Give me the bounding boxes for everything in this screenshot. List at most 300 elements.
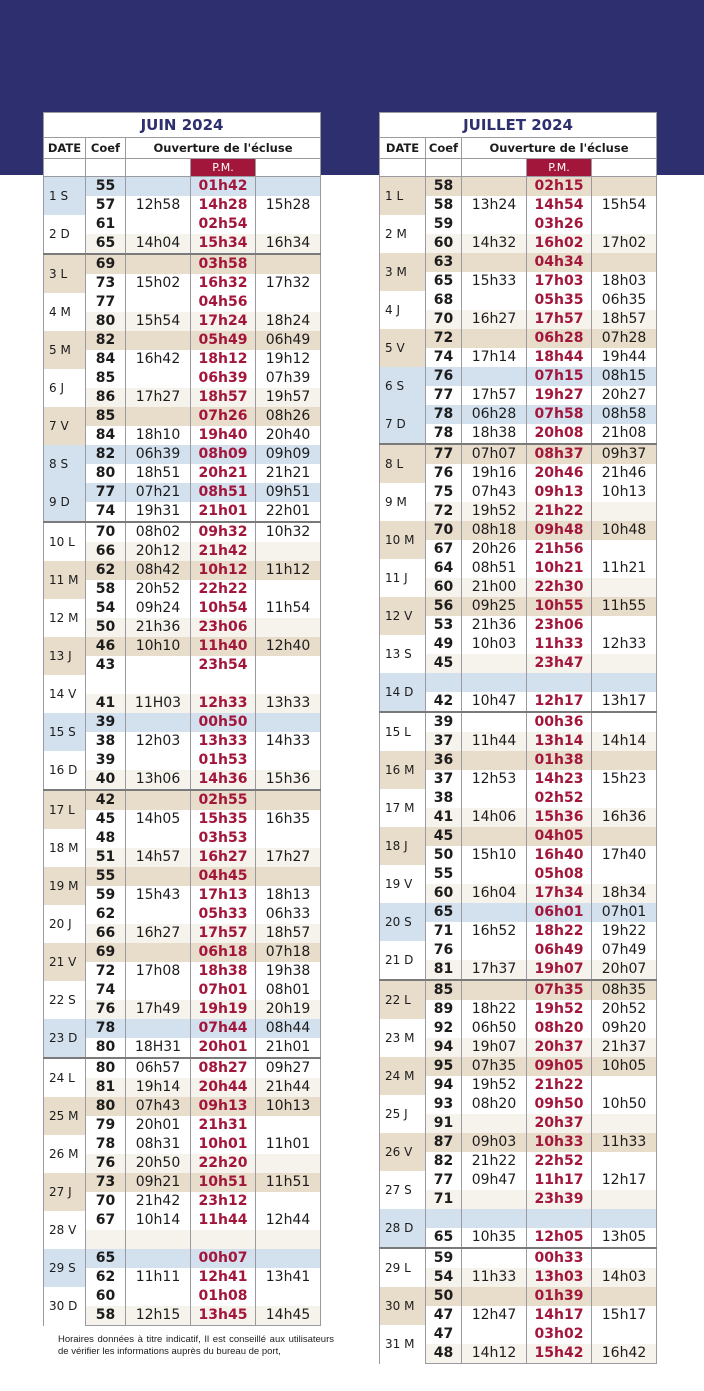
closing-time: 16h34 [256, 234, 321, 254]
coefficient [426, 673, 462, 692]
high-tide-time: 08h37 [527, 444, 592, 464]
coefficient: 65 [86, 234, 126, 254]
coefficient: 65 [426, 1228, 462, 1248]
morning-opening: 12h03 [126, 732, 191, 751]
day-label: 7 V [44, 407, 86, 445]
high-tide-time: 17h57 [527, 310, 592, 329]
closing-time: 07h28 [592, 329, 657, 348]
closing-time: 11h51 [256, 1173, 321, 1192]
day-row [44, 1078, 321, 1097]
coefficient: 80 [86, 1058, 126, 1078]
day-label: 26 M [44, 1135, 86, 1173]
high-tide-time: 03h02 [527, 1325, 592, 1344]
coefficient: 89 [426, 1000, 462, 1019]
high-tide-time: 02h52 [527, 789, 592, 808]
day-row [44, 215, 321, 234]
coefficient: 63 [426, 253, 462, 272]
coefficient: 91 [426, 1114, 462, 1133]
coefficient: 95 [426, 1057, 462, 1076]
high-tide-time: 21h01 [191, 502, 256, 522]
high-tide-time: 00h33 [527, 1248, 592, 1268]
coefficient: 93 [426, 1095, 462, 1114]
coefficient: 45 [426, 654, 462, 673]
day-row [44, 867, 321, 886]
day-row [380, 903, 657, 922]
closing-time: 10h05 [592, 1057, 657, 1076]
closing-time: 11h54 [256, 599, 321, 618]
morning-opening: 06h28 [462, 405, 527, 424]
day-row [44, 810, 321, 829]
morning-opening: 17h37 [462, 960, 527, 980]
closing-time: 14h14 [592, 732, 657, 751]
high-tide-time: 08h09 [191, 445, 256, 464]
high-tide-time: 13h45 [191, 1306, 256, 1326]
high-tide-time: 14h54 [527, 196, 592, 215]
high-tide-time: 07h35 [527, 980, 592, 1000]
closing-time: 11h55 [592, 597, 657, 616]
coefficient: 59 [426, 215, 462, 234]
coefficient: 80 [86, 1097, 126, 1116]
coefficient: 86 [86, 388, 126, 407]
high-tide-time: 01h39 [527, 1287, 592, 1306]
closing-time [256, 675, 321, 694]
coefficient: 80 [86, 312, 126, 331]
day-row [44, 599, 321, 618]
coefficient: 39 [86, 713, 126, 732]
high-tide-time: 07h01 [191, 981, 256, 1000]
morning-opening: 15h54 [126, 312, 191, 331]
morning-opening [462, 751, 527, 770]
closing-time: 06h33 [256, 905, 321, 924]
coefficient: 73 [86, 1173, 126, 1192]
morning-opening: 08h42 [126, 561, 191, 580]
day-row [380, 1171, 657, 1190]
morning-opening [462, 1287, 527, 1306]
high-tide-time: 21h56 [527, 540, 592, 559]
morning-opening: 17h27 [126, 388, 191, 407]
high-tide-time: 04h45 [191, 867, 256, 886]
closing-time: 14h33 [256, 732, 321, 751]
morning-opening [462, 941, 527, 960]
day-row [380, 483, 657, 502]
day-row [44, 1249, 321, 1268]
day-row [380, 980, 657, 1000]
high-tide-time: 06h49 [527, 941, 592, 960]
day-row [380, 635, 657, 654]
morning-opening: 12h47 [462, 1306, 527, 1325]
morning-opening: 18h51 [126, 464, 191, 483]
footnote: Horaires données à titre indicatif, Il est conseillé aux utilisateurs de vérifier les informations auprès du bureau de port, [58, 1334, 334, 1357]
morning-opening: 09h47 [462, 1171, 527, 1190]
high-tide-time: 11h33 [527, 635, 592, 654]
day-label: 1 L [380, 177, 426, 216]
closing-time [592, 1209, 657, 1228]
day-label: 14 V [44, 675, 86, 713]
morning-opening [462, 177, 527, 197]
morning-opening [126, 751, 191, 770]
closing-time [256, 177, 321, 197]
day-row [44, 561, 321, 580]
day-row [380, 941, 657, 960]
closing-time: 08h01 [256, 981, 321, 1000]
coefficient: 75 [426, 483, 462, 502]
coefficient: 94 [426, 1038, 462, 1057]
day-row [380, 253, 657, 272]
day-label: 17 M [380, 789, 426, 827]
closing-time: 11h12 [256, 561, 321, 580]
coefficient: 40 [86, 770, 126, 790]
closing-time [256, 751, 321, 770]
coefficient: 62 [86, 1268, 126, 1287]
high-tide-time: 18h57 [191, 388, 256, 407]
coefficient: 94 [426, 1076, 462, 1095]
coefficient: 67 [426, 540, 462, 559]
coefficient: 76 [86, 1154, 126, 1173]
coefficient: 77 [86, 483, 126, 502]
high-tide-time: 19h07 [527, 960, 592, 980]
morning-opening: 12h15 [126, 1306, 191, 1326]
day-label: 28 V [44, 1211, 86, 1249]
coef-header: Coef [86, 138, 126, 159]
morning-opening: 09h21 [126, 1173, 191, 1192]
high-tide-time [191, 675, 256, 694]
morning-opening: 11h11 [126, 1268, 191, 1287]
morning-opening: 18H31 [126, 1038, 191, 1058]
morning-opening: 15h43 [126, 886, 191, 905]
morning-opening: 08h31 [126, 1135, 191, 1154]
day-label: 19 V [380, 865, 426, 903]
morning-opening: 13h24 [462, 196, 527, 215]
high-tide-time: 20h37 [527, 1114, 592, 1133]
closing-time [592, 1248, 657, 1268]
coefficient: 76 [426, 367, 462, 386]
high-tide-time: 07h58 [527, 405, 592, 424]
coefficient: 48 [426, 1344, 462, 1364]
morning-opening [126, 1287, 191, 1306]
closing-time: 20h40 [256, 426, 321, 445]
morning-opening: 07h43 [462, 483, 527, 502]
closing-time: 07h49 [592, 941, 657, 960]
day-row [44, 1019, 321, 1038]
high-tide-time: 00h07 [191, 1249, 256, 1268]
day-label: 17 L [44, 790, 86, 829]
day-label: 4 J [380, 291, 426, 329]
high-tide-time: 08h27 [191, 1058, 256, 1078]
coefficient: 49 [426, 635, 462, 654]
coefficient: 48 [86, 829, 126, 848]
high-tide-time: 15h35 [191, 810, 256, 829]
closing-time: 08h58 [592, 405, 657, 424]
pm-label: P.M. [527, 159, 592, 177]
coefficient: 58 [86, 580, 126, 599]
coefficient: 92 [426, 1019, 462, 1038]
day-row [44, 1211, 321, 1230]
high-tide-time: 01h08 [191, 1287, 256, 1306]
high-tide-time: 16h40 [527, 846, 592, 865]
morning-opening: 07h43 [126, 1097, 191, 1116]
closing-time [592, 673, 657, 692]
high-tide-time: 19h27 [527, 386, 592, 405]
high-tide-time: 06h18 [191, 943, 256, 962]
high-tide-time: 15h34 [191, 234, 256, 254]
closing-time [592, 789, 657, 808]
morning-opening [126, 215, 191, 234]
day-row [380, 1133, 657, 1152]
high-tide-time: 19h40 [191, 426, 256, 445]
closing-time [256, 867, 321, 886]
day-row [380, 1287, 657, 1306]
coefficient: 58 [426, 177, 462, 197]
day-row [44, 1116, 321, 1135]
day-row [44, 177, 321, 197]
coefficient: 77 [86, 293, 126, 312]
day-row [44, 331, 321, 350]
opening-header: Ouverture de l'écluse [462, 138, 657, 159]
high-tide-time: 03h58 [191, 254, 256, 274]
closing-time: 06h35 [592, 291, 657, 310]
day-label: 22 S [44, 981, 86, 1019]
day-row [44, 1230, 321, 1249]
day-label: 15 S [44, 713, 86, 751]
coefficient: 72 [426, 502, 462, 521]
high-tide-time: 05h49 [191, 331, 256, 350]
high-tide-time: 10h01 [191, 1135, 256, 1154]
coef-header: Coef [426, 138, 462, 159]
closing-time: 13h17 [592, 692, 657, 712]
closing-time: 15h23 [592, 770, 657, 789]
morning-opening: 19h07 [462, 1038, 527, 1057]
morning-opening [462, 712, 527, 732]
day-row [380, 827, 657, 846]
morning-opening: 11h33 [462, 1268, 527, 1287]
morning-opening [462, 980, 527, 1000]
coefficient: 70 [426, 310, 462, 329]
morning-opening: 08h18 [462, 521, 527, 540]
closing-time: 12h17 [592, 1171, 657, 1190]
morning-opening [126, 981, 191, 1000]
day-row [44, 369, 321, 388]
morning-opening [126, 905, 191, 924]
morning-opening [126, 829, 191, 848]
morning-opening: 06h39 [126, 445, 191, 464]
morning-opening: 15h02 [126, 274, 191, 293]
high-tide-time: 08h20 [527, 1019, 592, 1038]
day-row [44, 790, 321, 810]
closing-time [592, 502, 657, 521]
opening-header: Ouverture de l'écluse [126, 138, 321, 159]
coefficient: 45 [86, 810, 126, 829]
morning-opening: 16h27 [126, 924, 191, 943]
high-tide-time: 20h21 [191, 464, 256, 483]
high-tide-time: 13h03 [527, 1268, 592, 1287]
month-title: JUILLET 2024 [380, 113, 657, 138]
coefficient: 65 [86, 1249, 126, 1268]
day-row [44, 1038, 321, 1058]
morning-opening: 14h12 [462, 1344, 527, 1364]
high-tide-time: 11h44 [191, 1211, 256, 1230]
coefficient: 68 [426, 291, 462, 310]
high-tide-time: 21h42 [191, 542, 256, 561]
morning-opening: 20h52 [126, 580, 191, 599]
day-label: 8 L [380, 444, 426, 483]
coefficient: 84 [86, 350, 126, 369]
coefficient: 38 [426, 789, 462, 808]
closing-time [256, 656, 321, 675]
high-tide-time: 17h57 [191, 924, 256, 943]
high-tide-time: 20h44 [191, 1078, 256, 1097]
morning-opening [126, 1249, 191, 1268]
morning-opening [462, 827, 527, 846]
day-row [44, 848, 321, 867]
morning-opening: 17h49 [126, 1000, 191, 1019]
coefficient: 41 [86, 694, 126, 713]
day-label: 23 D [44, 1019, 86, 1058]
day-row [44, 1058, 321, 1078]
morning-opening: 17h57 [462, 386, 527, 405]
closing-time: 13h33 [256, 694, 321, 713]
morning-opening: 09h25 [462, 597, 527, 616]
high-tide-time: 16h02 [527, 234, 592, 253]
coefficient: 50 [426, 846, 462, 865]
high-tide-time: 09h50 [527, 1095, 592, 1114]
closing-time [256, 542, 321, 561]
day-row [44, 656, 321, 675]
high-tide-time: 12h17 [527, 692, 592, 712]
closing-time [256, 1230, 321, 1249]
high-tide-time: 09h13 [191, 1097, 256, 1116]
high-tide-time: 09h13 [527, 483, 592, 502]
coefficient: 84 [86, 426, 126, 445]
coefficient: 43 [86, 656, 126, 675]
closing-time: 15h28 [256, 196, 321, 215]
day-label: 10 L [44, 522, 86, 561]
day-label: 11 J [380, 559, 426, 597]
morning-opening: 09h03 [462, 1133, 527, 1152]
closing-time: 17h40 [592, 846, 657, 865]
coefficient: 39 [426, 712, 462, 732]
day-label: 18 M [44, 829, 86, 867]
day-row [380, 1209, 657, 1228]
morning-opening: 19h16 [462, 464, 527, 483]
day-label: 20 J [44, 905, 86, 943]
day-row [44, 1135, 321, 1154]
high-tide-time: 23h39 [527, 1190, 592, 1209]
coefficient: 42 [86, 790, 126, 810]
day-label: 7 D [380, 405, 426, 444]
morning-opening: 12h58 [126, 196, 191, 215]
month-table-juillet [379, 112, 657, 1364]
high-tide-time: 09h05 [527, 1057, 592, 1076]
closing-time: 16h35 [256, 810, 321, 829]
closing-time: 09h37 [592, 444, 657, 464]
day-row [44, 886, 321, 905]
day-row [44, 618, 321, 637]
morning-opening: 15h10 [462, 846, 527, 865]
closing-time [256, 1287, 321, 1306]
coefficient: 55 [426, 865, 462, 884]
day-row [380, 597, 657, 616]
morning-opening: 19h14 [126, 1078, 191, 1097]
closing-time [592, 253, 657, 272]
morning-opening: 16h52 [462, 922, 527, 941]
morning-opening [126, 1019, 191, 1038]
closing-time: 20h52 [592, 1000, 657, 1019]
coefficient: 39 [86, 751, 126, 770]
day-label: 31 M [380, 1325, 426, 1364]
day-row [44, 254, 321, 274]
high-tide-time: 07h44 [191, 1019, 256, 1038]
closing-time [592, 1114, 657, 1133]
morning-opening: 18h10 [126, 426, 191, 445]
coefficient: 80 [86, 1038, 126, 1058]
closing-time: 11h33 [592, 1133, 657, 1152]
coefficient: 69 [86, 943, 126, 962]
high-tide-time: 10h51 [191, 1173, 256, 1192]
morning-opening: 07h21 [126, 483, 191, 502]
coefficient: 37 [426, 770, 462, 789]
day-label: 5 M [44, 331, 86, 369]
coefficient: 47 [426, 1306, 462, 1325]
coefficient: 85 [86, 369, 126, 388]
closing-time: 10h50 [592, 1095, 657, 1114]
coefficient: 36 [426, 751, 462, 770]
day-label: 6 J [44, 369, 86, 407]
high-tide-time: 01h42 [191, 177, 256, 197]
day-row [380, 1019, 657, 1038]
morning-opening [462, 215, 527, 234]
high-tide-time: 20h46 [527, 464, 592, 483]
high-tide-time: 01h38 [527, 751, 592, 770]
closing-time [592, 827, 657, 846]
day-label: 13 J [44, 637, 86, 675]
morning-opening: 18h38 [462, 424, 527, 444]
day-label: 6 S [380, 367, 426, 405]
morning-opening: 12h53 [462, 770, 527, 789]
closing-time [256, 1116, 321, 1135]
coefficient: 56 [426, 597, 462, 616]
closing-time [256, 293, 321, 312]
high-tide-time: 02h15 [527, 177, 592, 197]
day-label: 29 S [44, 1249, 86, 1287]
day-row [380, 789, 657, 808]
high-tide-time: 22h22 [191, 580, 256, 599]
high-tide-time: 19h52 [527, 1000, 592, 1019]
day-label: 9 D [44, 483, 86, 522]
pm-label: P.M. [191, 159, 256, 177]
closing-time: 09h20 [592, 1019, 657, 1038]
day-row [44, 1268, 321, 1287]
closing-time: 09h27 [256, 1058, 321, 1078]
coefficient: 58 [86, 1306, 126, 1326]
day-row [44, 1287, 321, 1306]
day-row [44, 1000, 321, 1019]
coefficient: 82 [86, 331, 126, 350]
morning-opening [126, 867, 191, 886]
day-row [44, 732, 321, 751]
coefficient: 78 [86, 1135, 126, 1154]
high-tide-time: 14h17 [527, 1306, 592, 1325]
day-row [44, 293, 321, 312]
morning-opening: 16h42 [126, 350, 191, 369]
coefficient: 74 [86, 502, 126, 522]
morning-opening: 18h22 [462, 1000, 527, 1019]
closing-time: 21h01 [256, 1038, 321, 1058]
high-tide-time: 08h51 [191, 483, 256, 502]
closing-time: 06h49 [256, 331, 321, 350]
high-tide-time: 18h12 [191, 350, 256, 369]
morning-opening: 10h03 [462, 635, 527, 654]
closing-time: 08h26 [256, 407, 321, 426]
